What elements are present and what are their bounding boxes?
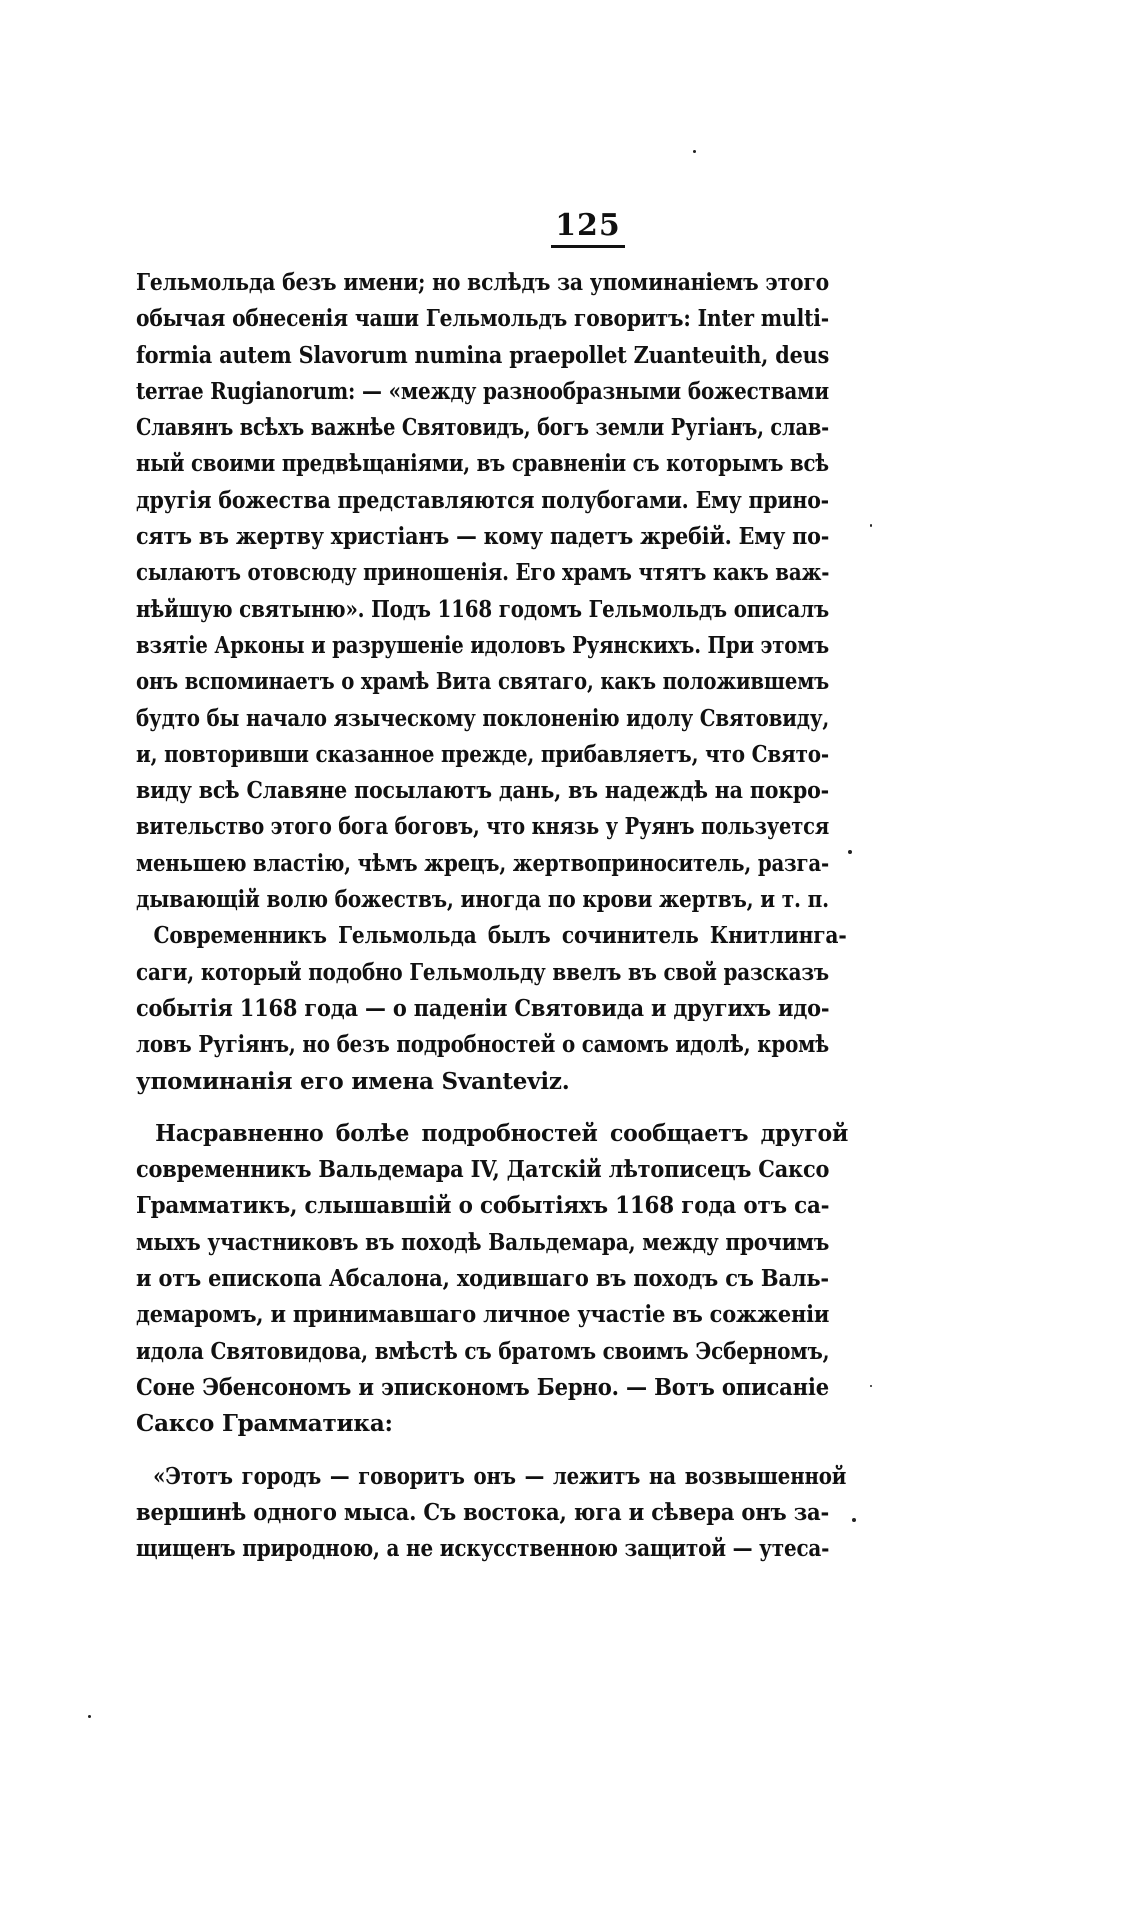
text-line: взятіе Арконы и разрушеніе идоловъ Руянскихъ. При этомъ bbox=[136, 631, 829, 659]
paragraph-4 bbox=[136, 1459, 847, 1568]
text-line: щищенъ природною, а не искусственною защитой — утеса- bbox=[136, 1535, 830, 1563]
text-line: виду всѣ Славяне посылаютъ дань, въ надеждѣ на покро- bbox=[136, 777, 830, 805]
text-line: Гельмольда безъ имени; но вслѣдъ за упоминаніемъ этого bbox=[136, 269, 829, 296]
scan-speck bbox=[848, 850, 852, 854]
text-line: сылаютъ отовсюду приношенія. Его храмъ чтятъ какъ важ- bbox=[136, 559, 830, 587]
body-text bbox=[136, 265, 849, 1567]
scan-speck bbox=[88, 1715, 91, 1718]
text-line: упоминанія его имена Svanteviz. bbox=[136, 1067, 570, 1095]
text-line: демаромъ, и принимавшаго личное участіе въ сожженіи bbox=[136, 1301, 830, 1329]
text-line: «Этотъ городъ — говоритъ онъ — лежитъ на возвышенной bbox=[153, 1462, 847, 1490]
text-line: нѣйшую святыню». Подъ 1168 годомъ Гельмольдъ описалъ bbox=[136, 595, 830, 623]
text-line: саги, который подобно Гельмольду ввелъ въ свой разсказъ bbox=[136, 958, 830, 986]
text-line: вительство этого бога боговъ, что князь у Руянъ пользуется bbox=[136, 813, 830, 841]
text-line: обычая обнесенія чаши Гельмольдъ говоритъ: Inter multi- bbox=[136, 305, 830, 333]
text-line: ный своими предвѣщаніями, въ сравненіи съ которымъ всѣ bbox=[136, 450, 829, 478]
scan-speck bbox=[852, 1518, 856, 1522]
text-line: событія 1168 года — о паденіи Святовида и другихъ идо- bbox=[136, 994, 830, 1022]
text-line: мыхъ участниковъ въ походѣ Вальдемара, между прочимъ bbox=[136, 1228, 830, 1256]
text-line: онъ вспоминаетъ о храмѣ Вита святаго, какъ положившемъ bbox=[136, 668, 829, 696]
text-line: идола Святовидова, вмѣстѣ съ братомъ своимъ Эсберномъ, bbox=[136, 1337, 830, 1365]
page-number bbox=[0, 208, 1140, 248]
scan-speck bbox=[870, 524, 872, 527]
text-line: меньшею властію, чѣмъ жрецъ, жертвоприноситель, разга- bbox=[136, 849, 830, 877]
text-line: и отъ епископа Абсалона, ходившаго въ походъ съ Валь- bbox=[136, 1265, 829, 1293]
paragraph-3 bbox=[136, 1116, 849, 1443]
scan-speck bbox=[870, 1385, 872, 1387]
paragraph-2 bbox=[136, 918, 847, 1099]
text-line: и, повторивши сказанное прежде, прибавляетъ, что Свято- bbox=[136, 740, 830, 768]
text-line: Насравненно болѣе подробностей сообщаетъ другой bbox=[155, 1119, 849, 1147]
text-line: дывающій волю божествъ, иногда по крови жертвъ, и т. п. bbox=[136, 886, 829, 914]
text-line: сятъ въ жертву христіанъ — кому падетъ жребій. Ему по- bbox=[136, 523, 830, 551]
text-line: Славянъ всѣхъ важнѣе Святовидъ, богъ земли Ругіанъ, слав- bbox=[136, 414, 829, 442]
text-line: будто бы начало языческому поклоненію идолу Святовиду, bbox=[136, 704, 830, 732]
text-line: Современникъ Гельмольда былъ сочинитель Книтлинга- bbox=[153, 922, 847, 950]
text-line: Грамматикъ, слышавшій о событіяхъ 1168 года отъ са- bbox=[136, 1192, 830, 1220]
text-line: Соне Эбенсономъ и эпискономъ Берно. — Вотъ описаніе bbox=[136, 1373, 830, 1401]
text-line: ловъ Ругіянъ, но безъ подробностей о самомъ идолѣ, кромѣ bbox=[136, 1031, 829, 1059]
scan-speck bbox=[693, 150, 696, 153]
text-line: formia autem Slavorum numina praepollet Zuanteuith, deus bbox=[136, 341, 830, 369]
text-line: вершинѣ одного мыса. Съ востока, юга и сѣвера онъ за- bbox=[136, 1498, 830, 1526]
text-line: современникъ Вальдемара IV, Датскій лѣтописецъ Саксо bbox=[136, 1156, 830, 1184]
paragraph-1 bbox=[136, 265, 829, 918]
text-line: другія божества представляются полубогами. Ему прино- bbox=[136, 486, 829, 514]
page-number-text: 125 bbox=[551, 208, 625, 248]
text-line: Саксо Грамматика: bbox=[136, 1410, 393, 1438]
text-line: terrae Rugianorum: — «между разнообразными божествами bbox=[136, 377, 829, 405]
